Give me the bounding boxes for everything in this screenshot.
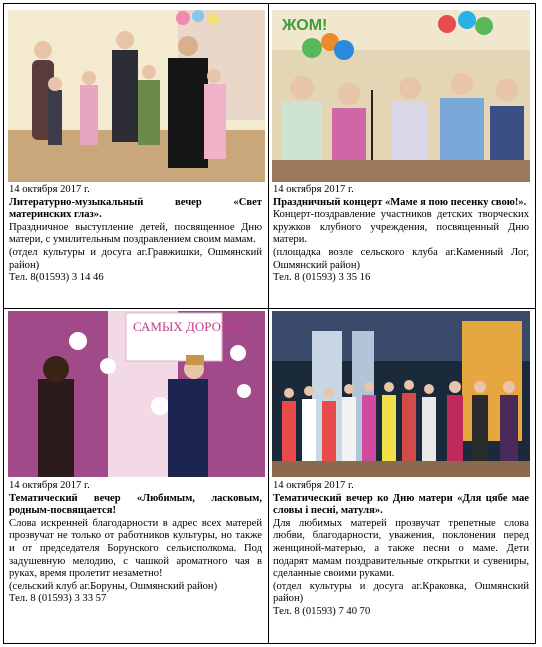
event-photo-1 [8,10,265,182]
event-text-2 [273,184,529,285]
events-table [3,3,536,644]
event-text-3 [9,480,262,606]
event-description: Праздничное выступление детей, посвященное Дню матери, с умилительным поздравлением своим мамам. [9,221,262,246]
event-location: (площадка возле сельского клуба аг.Каменный Лог, Ошмянский район) [273,246,529,271]
event-text-4 [273,480,529,619]
event-date: 14 октября 2017 г. [273,480,354,491]
event-date: 14 октября 2017 г. [273,184,354,195]
event-phone: Тел. 8 (01593) 3 35 16 [273,272,371,284]
event-description: Концерт-поздравление участников детских творческих кружков клубного учреждения, посвященный Дню матери. [273,209,529,246]
banner-text: ЖОМ! [282,17,328,34]
event-phone: Тел. 8(01593) 3 14 46 [9,272,104,284]
event-cell-4 [269,309,535,643]
banner-text: САМЫХ ДОРОГИХ! [133,319,252,334]
event-title: Тематический вечер ко Дню матери «Для цябе мае словы і песні, матуля». [273,492,529,517]
event-description: Слова искренней благодарности в адрес всех матерей прозвучат не только от работников культуры, но также и от председателя Борунского сельисполкома. Под задушевную мелодию, с чашкой ароматного чая в руках, время пролетит незаметно! [9,517,262,580]
event-phone: Тел. 8 (01593) 3 33 57 [9,593,107,605]
event-photo-3 [8,311,265,477]
event-title: Тематический вечер «Любимым, ласковым, родным-посвящается! [9,492,262,517]
event-description: Для любимых матерей прозвучат трепетные слова любви, благодарности, уважения, поклонения перед женщиной-матерью, а также песни о маме. Дети подарят мамам поздравительные открытки и сувениры, сделанные своими руками. [273,517,529,580]
event-title: Литературно-музыкальный вечер «Свет материнских глаз». [9,196,262,221]
event-cell-1 [4,4,268,308]
event-title: Праздничный концерт «Маме я пою песенку свою!». [273,196,527,208]
event-text-1 [9,184,262,285]
event-location: (отдел культуры и досуга аг.Гравжишки, Ошмянский район) [9,246,262,271]
event-cell-3 [4,309,268,643]
event-photo-4 [272,311,530,477]
event-date: 14 октября 2017 г. [9,480,90,491]
event-photo-2 [272,10,530,182]
event-phone: Тел. 8 (01593) 7 40 70 [273,605,371,617]
event-cell-2 [269,4,535,308]
event-location: (отдел культуры и досуга аг.Краковка, Ошмянский район) [273,580,529,605]
event-location: (сельский клуб аг.Боруны, Ошмянский район) [9,580,218,592]
event-date: 14 октября 2017 г. [9,184,90,195]
